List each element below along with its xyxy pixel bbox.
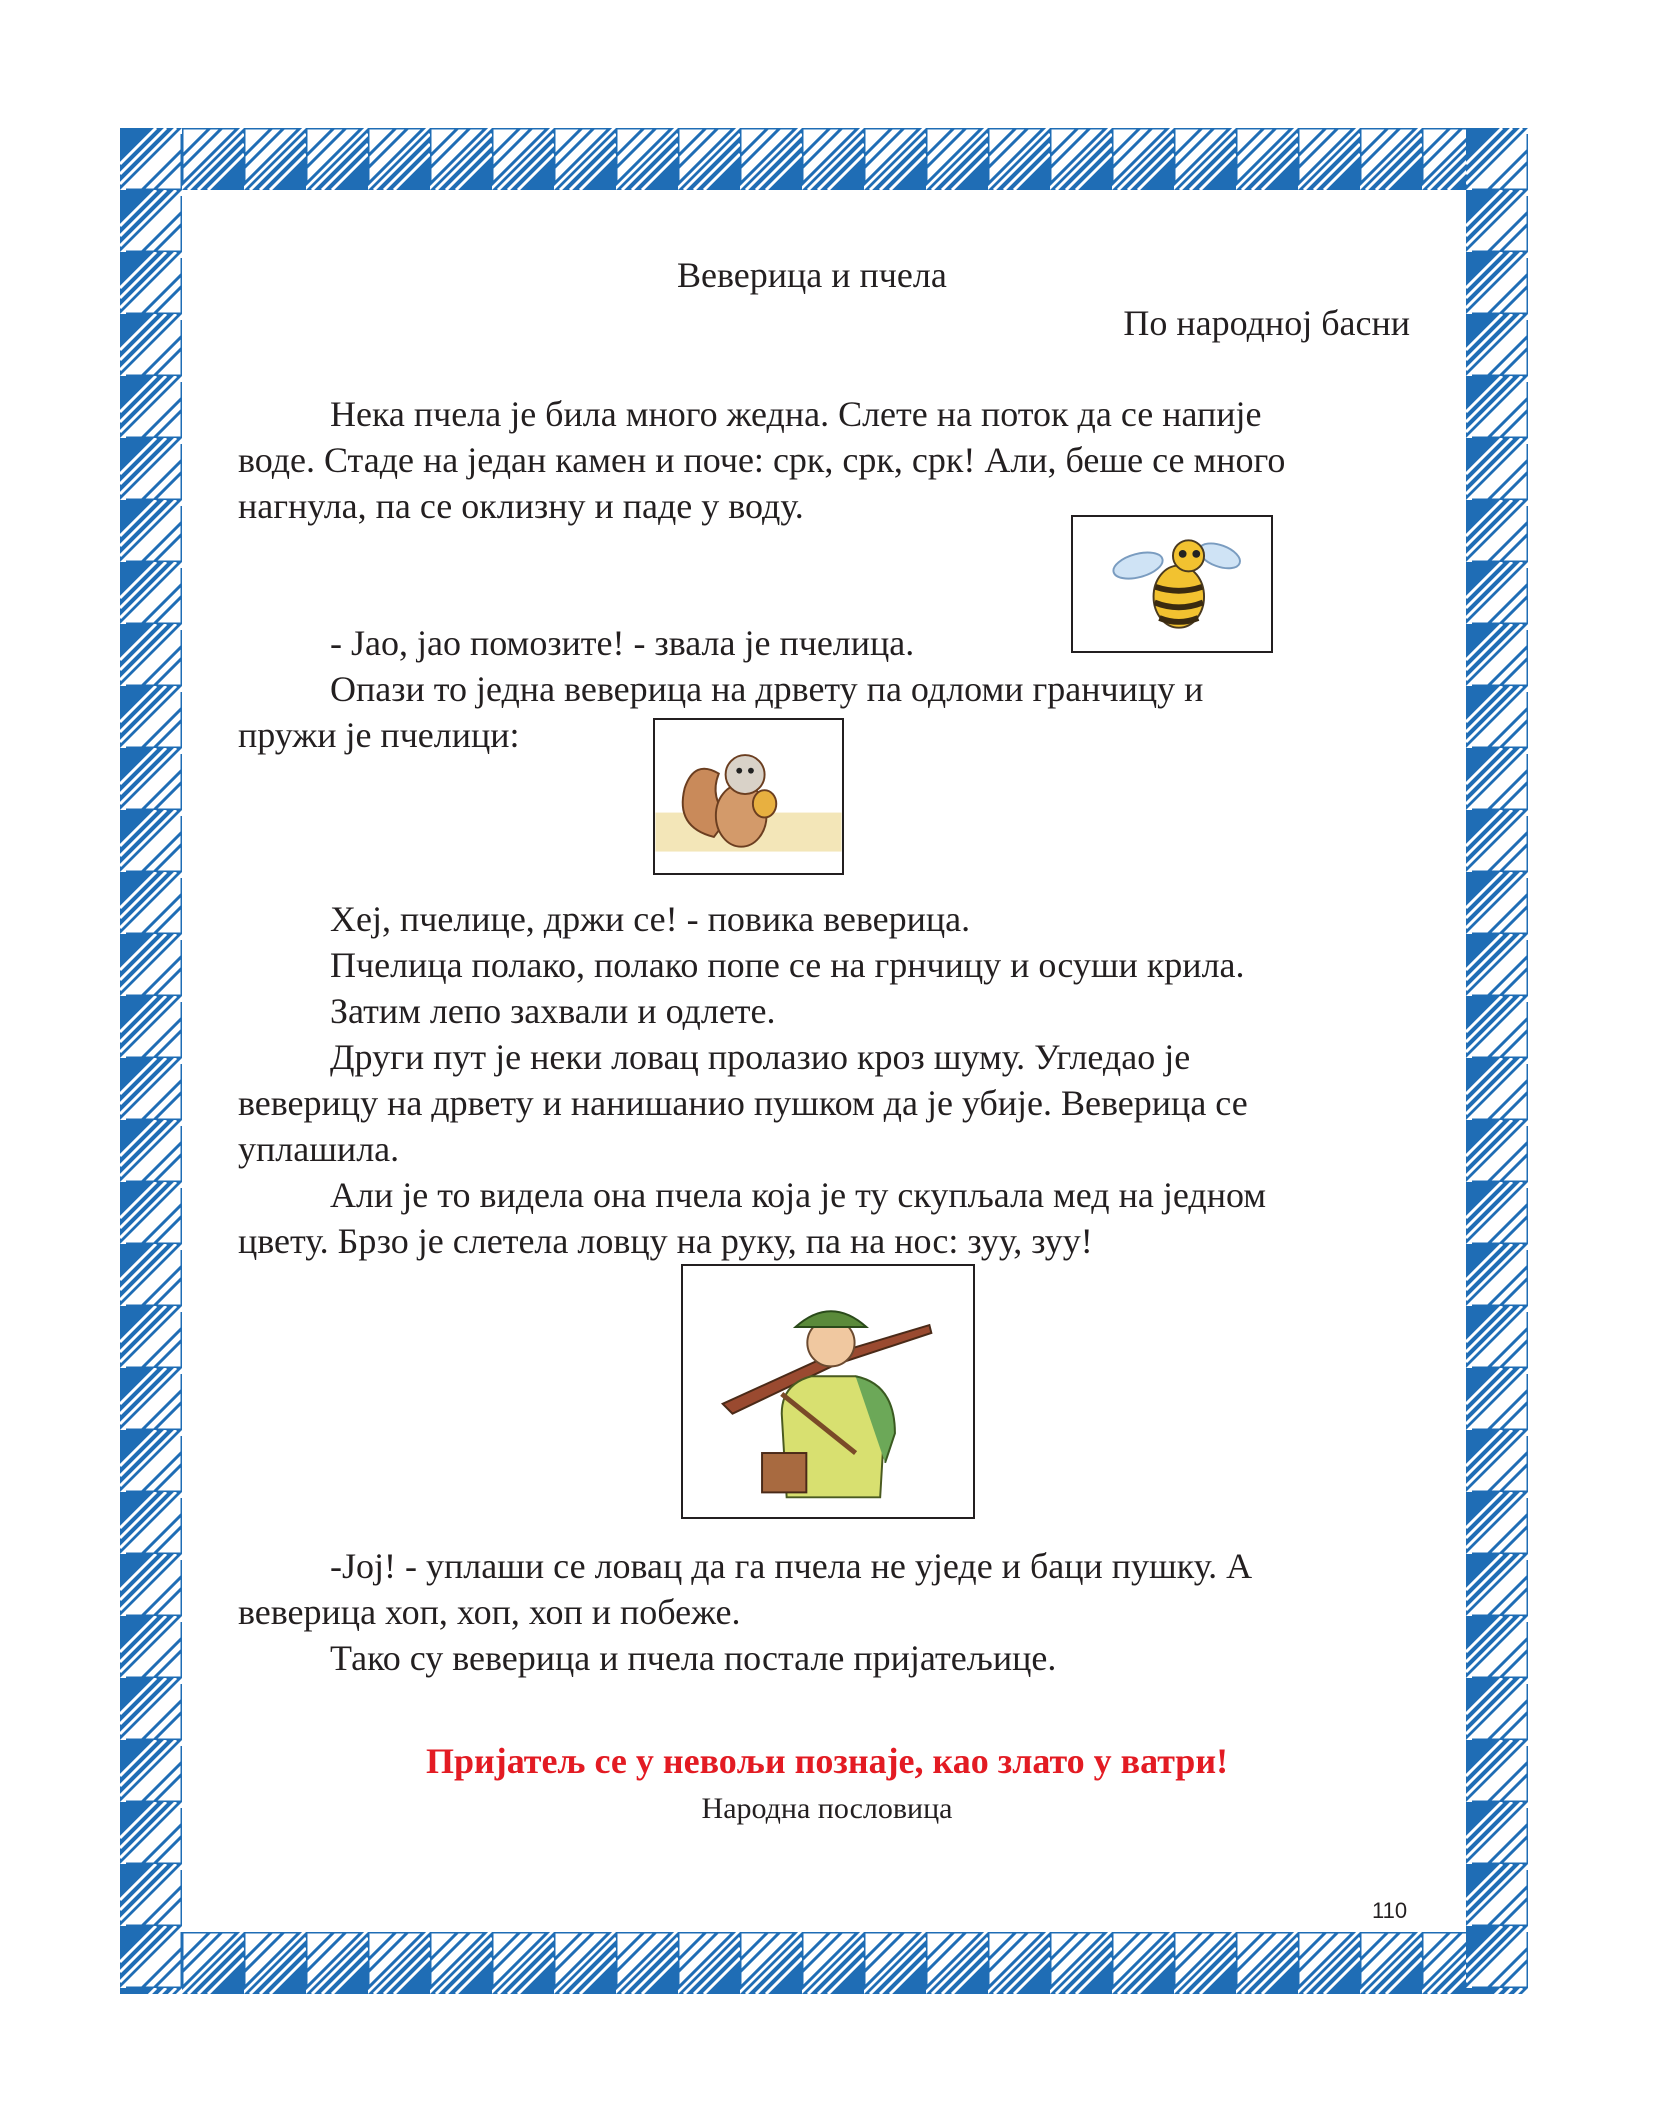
story-title: Веверица и пчела (677, 255, 947, 295)
story-line: Други пут је неки ловац пролазио кроз шуму. Угледао је (330, 1037, 1191, 1077)
story-line: нагнула, па се оклизну и паде у воду. (238, 486, 804, 526)
story-line: уплашила. (238, 1129, 400, 1169)
story-line: Пчелица полако, полако попе се на грнчицу и осуши крила. (330, 945, 1245, 985)
story-line: Затим лепо захвали и одлете. (330, 991, 776, 1031)
story-line: Тако су веверица и пчела постале пријатељице. (330, 1638, 1057, 1678)
story-line: -Јој! - уплаши се ловац да га пчела не уједе и баци пушку. А (330, 1546, 1253, 1586)
squirrel-illustration (653, 718, 844, 875)
story-line: Хеј, пчелице, држи се! - повика веверица. (330, 899, 971, 939)
story-line: веверица хоп, хоп, хоп и побеже. (238, 1592, 741, 1632)
border-right (1466, 128, 1528, 1994)
story-line: цвету. Брзо је слетела ловцу на руку, па на нос: зуу, зуу! (238, 1221, 1093, 1261)
story-line: - Јао, јао помозите! - звала је пчелица. (330, 623, 915, 663)
border-top (120, 128, 1528, 190)
story-line: веверицу на дрвету и нанишанио пушком да је убије. Веверица се (238, 1083, 1248, 1123)
hunter-illustration (681, 1264, 975, 1519)
story-subtitle: По народној басни (1123, 303, 1410, 343)
page-number: 110 (1372, 1898, 1408, 1923)
story-line: Опази то једна веверица на дрвету па одломи гранчицу и (330, 669, 1204, 709)
story-line: пружи је пчелици: (238, 715, 520, 755)
story-line: воде. Стаде на један камен и поче: срк, срк, срк! Али, беше се много (238, 440, 1286, 480)
bee-illustration (1071, 515, 1273, 653)
story-line: Али је то видела она пчела која је ту скупљала мед на једном (330, 1175, 1267, 1215)
border-left (120, 128, 182, 1994)
story-line: Нека пчела је била много жедна. Слете на поток да се напије (330, 394, 1262, 434)
border-bottom (120, 1932, 1528, 1994)
proverb-text: Пријатељ се у невољи познаје, као злато у ватри! (425, 1741, 1229, 1781)
proverb-source: Народна пословица (701, 1792, 953, 1825)
